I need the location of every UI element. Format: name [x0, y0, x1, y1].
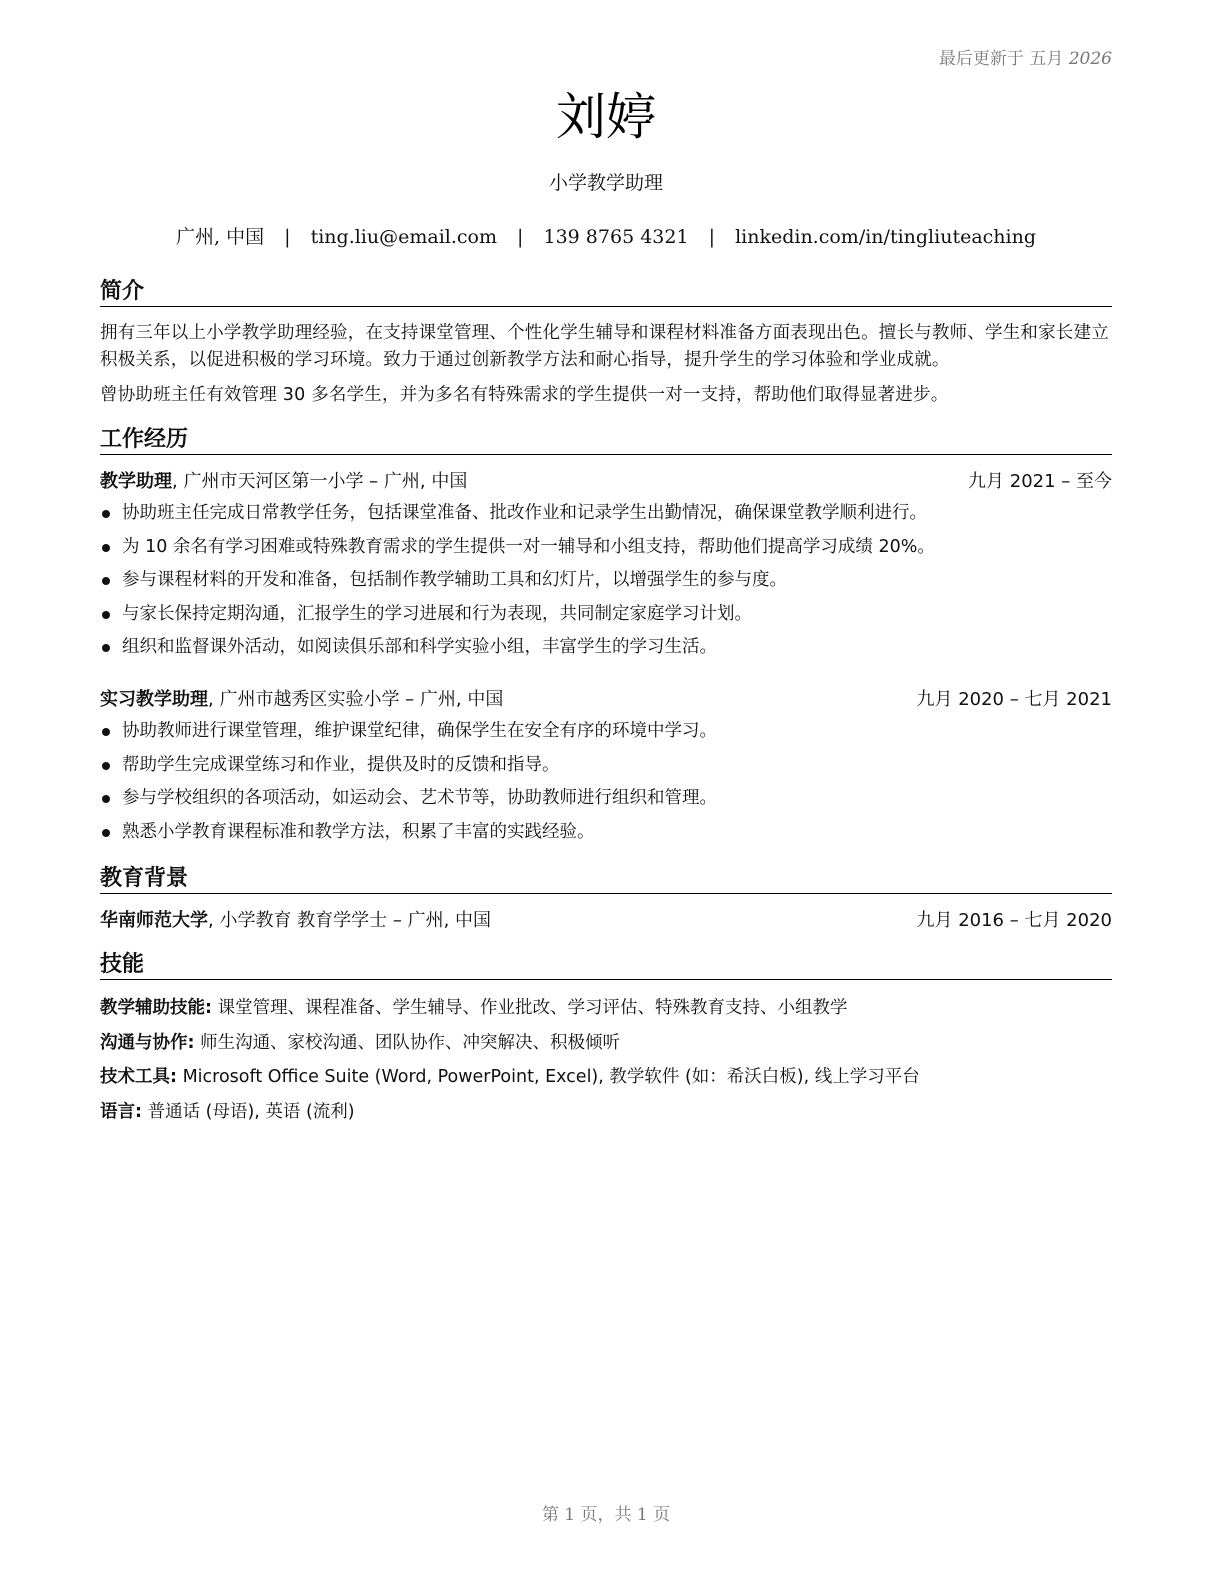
summary-paragraph: 曾协助班主任有效管理 30 多名学生，并为多名有特殊需求的学生提供一对一支持，帮助他们取得显著进步。	[100, 385, 949, 405]
candidate-title: 小学教学助理	[548, 172, 663, 194]
last-updated-year: 2026	[1068, 49, 1112, 69]
skill-label: 技术工具:	[100, 1067, 177, 1087]
job-org: , 广州市天河区第一小学 – 广州, 中国	[172, 471, 468, 492]
education-dates: 九月 2016 – 七月 2020	[916, 910, 1112, 931]
bullet-text: 与家长保持定期沟通，汇报学生的学习进展和行为表现，共同制定家庭学习计划。	[122, 603, 752, 624]
bullet-text: 参与学校组织的各项活动，如运动会、艺术节等，协助教师进行组织和管理。	[122, 788, 717, 808]
skill-label: 语言:	[100, 1101, 142, 1122]
job-dates: 九月 2020 – 七月 2021	[916, 689, 1112, 710]
job-header	[100, 469, 1112, 495]
section-heading-education: 教育背景	[100, 865, 1112, 894]
bullet-icon	[102, 510, 110, 518]
list-item	[100, 498, 1112, 532]
skill-item	[100, 993, 1112, 1028]
bullet-icon	[102, 762, 110, 770]
education-entry	[100, 908, 1112, 934]
skill-label: 沟通与协作:	[100, 1032, 195, 1053]
skill-value: 师生沟通、家校沟通、团队协作、冲突解决、积极倾听	[194, 1032, 621, 1053]
contact-separator: |	[708, 226, 716, 248]
skill-label: 教学辅助技能:	[100, 998, 212, 1018]
list-item	[100, 750, 1112, 784]
summary-paragraph: 拥有三年以上小学教学助理经验，在支持课堂管理、个性化学生辅导和课程材料准备方面表现出色。擅长与教师、学生和家长建立积极关系，以促进积极的学习环境。致力于通过创新教学方法和耐心指导，提升学生的学习体验和学业成就。	[100, 323, 1109, 370]
job-dates: 九月 2021 – 至今	[968, 471, 1112, 492]
bullet-icon	[102, 795, 110, 803]
skill-item	[100, 1097, 1112, 1132]
skills-list	[100, 993, 1112, 1131]
contact-phone: 139 8765 4321	[543, 226, 689, 248]
bullet-text: 协助教师进行课堂管理，维护课堂纪律，确保学生在安全有序的环境中学习。	[122, 721, 717, 741]
bullet-icon	[102, 611, 110, 619]
bullet-icon	[102, 544, 110, 552]
page-number: 第 1 页，共 1 页	[541, 1505, 671, 1525]
bullet-text: 参与课程材料的开发和准备，包括制作教学辅助工具和幻灯片，以增强学生的参与度。	[122, 570, 787, 590]
job-role: 教学助理	[100, 471, 172, 492]
job-org: , 广州市越秀区实验小学 – 广州, 中国	[208, 689, 504, 710]
contact-location: 广州, 中国	[175, 226, 265, 248]
section-heading-skills: 技能	[100, 951, 1112, 980]
contact-separator: |	[284, 226, 291, 248]
resume-page	[100, 0, 1112, 1584]
list-item	[100, 783, 1112, 817]
contact-separator: |	[517, 226, 524, 248]
list-item	[100, 565, 1112, 599]
job-bullets	[100, 498, 1112, 666]
list-item	[100, 599, 1112, 633]
skill-value: Microsoft Office Suite (Word, PowerPoint, Excel), 教学软件 (如：希沃白板), 线上学习平台	[177, 1067, 920, 1087]
bullet-text: 协助班主任完成日常教学任务，包括课堂准备、批改作业和记录学生出勤情况，确保课堂教学顺利进行。	[122, 503, 927, 523]
contact-linkedin[interactable]: linkedin.com/in/tingliuteaching	[735, 226, 1037, 248]
bullet-text: 熟悉小学教育课程标准和教学方法，积累了丰富的实践经验。	[122, 821, 595, 842]
list-item	[100, 817, 1112, 851]
bullet-icon	[102, 728, 110, 736]
section-heading-experience: 工作经历	[100, 426, 1112, 455]
education-detail: , 小学教育 教育学学士 – 广州, 中国	[208, 910, 492, 931]
list-item	[100, 716, 1112, 750]
list-item	[100, 532, 1112, 566]
bullet-text: 帮助学生完成课堂练习和作业，提供及时的反馈和指导。	[122, 754, 560, 775]
contact-email[interactable]: ting.liu@email.com	[310, 226, 497, 248]
bullet-icon	[102, 577, 110, 585]
skill-item	[100, 1062, 1112, 1097]
candidate-name: 刘婷	[556, 88, 656, 146]
bullet-icon	[102, 829, 110, 837]
list-item	[100, 632, 1112, 666]
skill-item	[100, 1028, 1112, 1063]
section-heading-summary: 简介	[100, 278, 1112, 307]
job-header	[100, 687, 1112, 713]
job-role: 实习教学助理	[100, 689, 208, 710]
skill-value: 普通话 (母语), 英语 (流利)	[142, 1101, 355, 1122]
last-updated	[939, 44, 1112, 69]
contact-line	[100, 224, 1112, 250]
last-updated-label: 最后更新于 五月	[938, 49, 1064, 69]
education-school: 华南师范大学	[100, 910, 208, 931]
bullet-text: 组织和监督课外活动，如阅读俱乐部和科学实验小组，丰富学生的学习生活。	[122, 637, 717, 657]
job-bullets	[100, 716, 1112, 850]
bullet-icon	[102, 644, 110, 652]
skill-value: 课堂管理、课程准备、学生辅导、作业批改、学习评估、特殊教育支持、小组教学	[212, 998, 848, 1018]
bullet-text: 为 10 余名有学习困难或特殊教育需求的学生提供一对一辅导和小组支持，帮助他们提高学习成绩 20%。	[122, 536, 935, 557]
